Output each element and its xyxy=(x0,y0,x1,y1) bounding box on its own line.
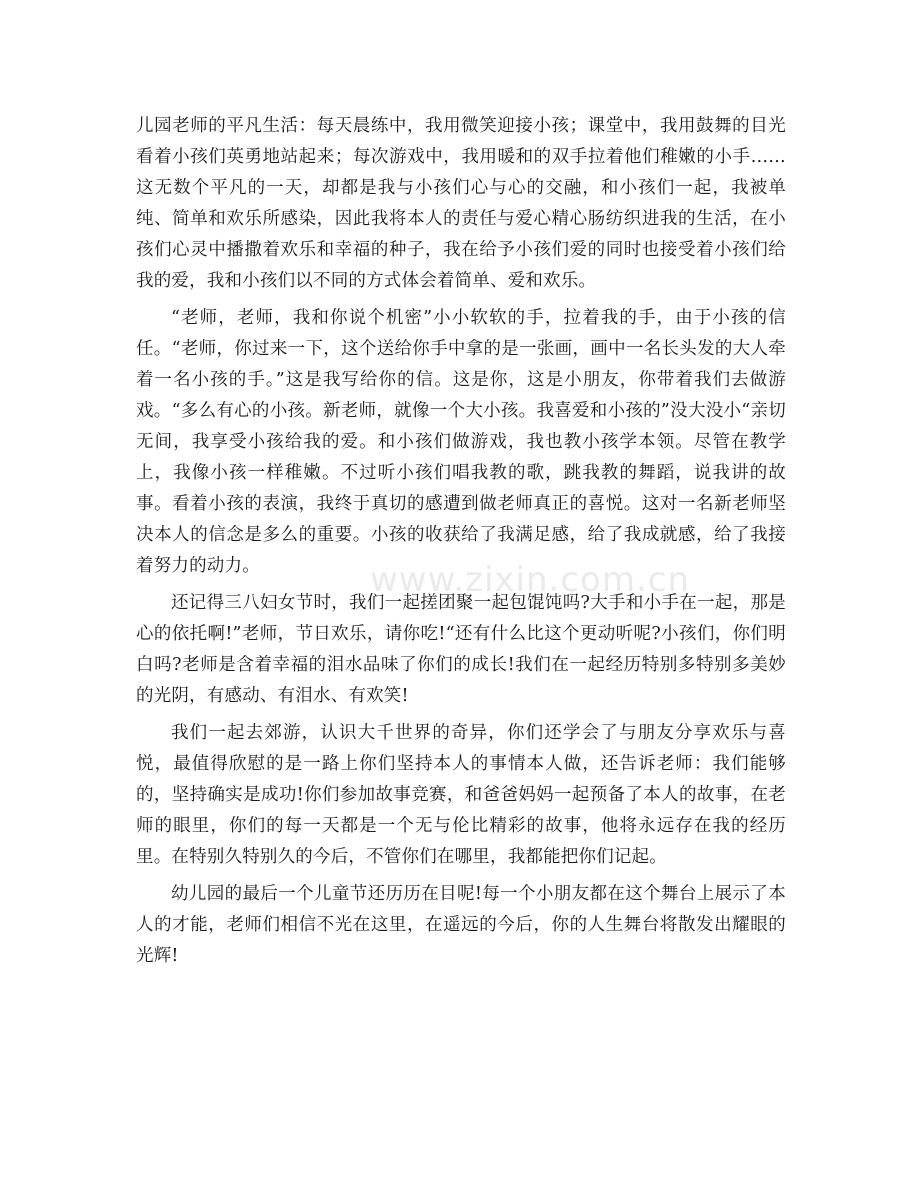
paragraph-4: 我们一起去郊游，认识大千世界的奇异，你们还学会了与朋友分享欢乐与喜悦，最值得欣慰的是一路上你们坚持本人的事情本人做，还告诉老师：我们能够的，坚持确实是成功!你们参加故事竞赛，和爸爸妈妈一起预备了本人的故事，在老师的眼里，你们的每一天都是一个无与伦比精彩的故事，他将永远存在我的经历里。在特别久特别久的今后，不管你们在哪里，我都能把你们记起。 xyxy=(136,723,786,867)
paragraph-2: “老师，老师，我和你说个机密”小小软软的手，拉着我的手，由于小孩的信任。“老师，你过来一下，这个送给你手中拿的是一张画，画中一名长头发的大人牵着一名小孩的手。”这是我写给你的信。这是你，这是小朋友，你带着我们去做游戏。“多么有心的小孩。新老师，就像一个大小孩。我喜爱和小孩的”没大没小“亲切无间，我享受小孩给我的爱。和小孩们做游戏，我也教小孩学本领。尽管在教学上，我像小孩一样稚嫩。不过听小孩们唱我教的歌，跳我教的舞蹈，说我讲的故事。看着小孩的表演，我终于真切的感遭到做老师真正的喜悦。这对一名新老师坚决本人的信念是多么的重要。小孩的收获给了我满足感，给了我成就感，给了我接着努力的动力。 xyxy=(136,308,786,576)
watermark: www.zixin.com.cn xyxy=(370,560,690,600)
paragraph-3: 还记得三八妇女节时，我们一起搓团聚一起包馄饨吗?大手和小手在一起，那是心的依托啊!”老师，节日欢乐，请你吃!“还有什么比这个更动听呢?小孩们，你们明白吗?老师是含着幸福的泪水品味了你们的成长!我们在一起经历特别多特别多美妙的光阴，有感动、有泪水、有欢笑! xyxy=(136,593,786,706)
paragraph-1: 儿园老师的平凡生活：每天晨练中，我用微笑迎接小孩；课堂中，我用鼓舞的目光看着小孩们英勇地站起来；每次游戏中，我用暖和的双手拉着他们稚嫩的小手……这无数个平凡的一天，却都是我与小孩们心与心的交融，和小孩们一起，我被单纯、简单和欢乐所感染，因此我将本人的责任与爱心精心肠纺织进我的生活，在小孩们心灵中播撒着欢乐和幸福的种子，我在给予小孩们爱的同时也接受着小孩们给我的爱，我和小孩们以不同的方式体会着简单、爱和欢乐。 xyxy=(136,116,786,291)
document-body xyxy=(136,111,786,972)
paragraph-5: 幼儿园的最后一个儿童节还历历在目呢!每一个小朋友都在这个舞台上展示了本人的才能，老师们相信不光在这里，在遥远的今后，你的人生舞台将散发出耀眼的光辉! xyxy=(136,884,786,966)
